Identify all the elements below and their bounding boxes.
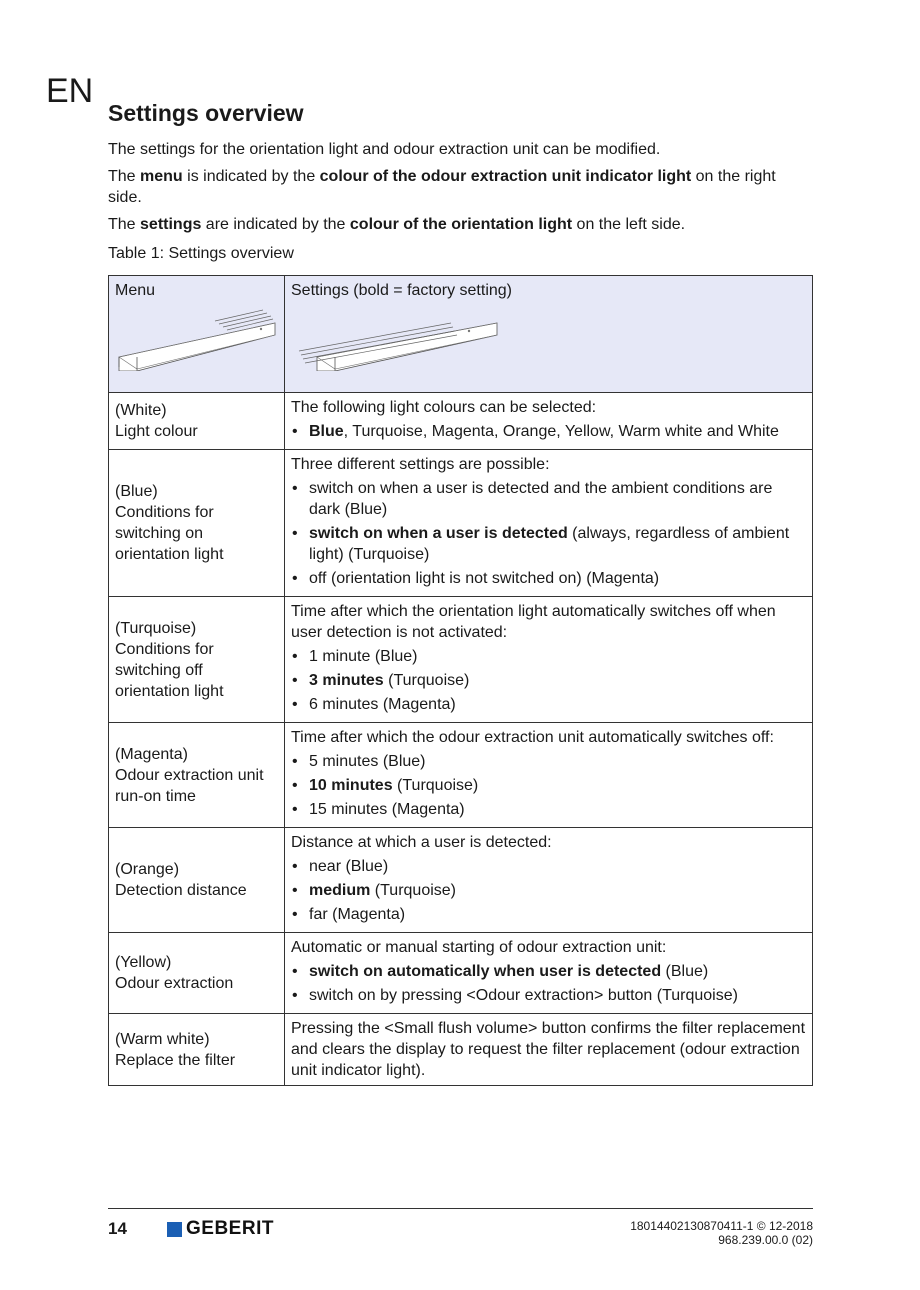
settings-options — [291, 421, 806, 442]
language-code: EN — [46, 72, 94, 110]
menu-color: (Blue) — [115, 483, 158, 500]
option-text: (Turquoise) — [392, 777, 479, 794]
menu-cell — [109, 723, 285, 828]
logo-square-icon — [167, 1222, 182, 1237]
table-row — [109, 723, 813, 828]
footer-divider — [108, 1208, 813, 1209]
settings-option — [291, 985, 806, 1006]
settings-intro: Pressing the <Small flush volume> button confirms the filter replacement and clears the display to request the filter replacement (odour extraction unit indicator light). — [291, 1020, 806, 1079]
menu-color: (Magenta) — [115, 745, 188, 763]
page-number: 14 — [108, 1219, 127, 1238]
menu-name: Odour extraction — [115, 975, 234, 992]
settings-cell — [285, 450, 813, 597]
factory-setting: switch on automatically when user is detected — [309, 963, 662, 980]
document-reference — [630, 1219, 813, 1247]
table-row — [109, 933, 813, 1014]
settings-options — [291, 646, 806, 715]
option-text: (Blue) — [661, 963, 709, 980]
intro-paragraph-1: The settings for the orientation light and odour extraction unit can be modified. — [108, 141, 661, 158]
settings-option — [291, 478, 806, 520]
factory-setting: 10 minutes — [309, 777, 393, 794]
option-text: 5 minutes (Blue) — [309, 753, 426, 770]
menu-color: (Warm white) — [115, 1030, 210, 1048]
section-title: Settings overview — [108, 100, 304, 126]
option-text: 1 minute (Blue) — [309, 648, 418, 665]
settings-cell — [285, 597, 813, 723]
settings-intro: Automatic or manual starting of odour extraction unit: — [291, 939, 667, 956]
settings-intro: The following light colours can be selected: — [291, 399, 597, 416]
intro-paragraph-2: The menu is indicated by the colour of the odour extraction unit indicator light on the right side. — [108, 168, 776, 206]
settings-option — [291, 856, 806, 877]
option-text: off (orientation light is not switched on) (Magenta) — [309, 570, 660, 587]
menu-cell — [109, 933, 285, 1014]
factory-setting: Blue — [309, 423, 344, 440]
factory-setting: switch on when a user is detected — [309, 525, 568, 542]
settings-options — [291, 751, 806, 820]
menu-name: Replace the filter — [115, 1051, 236, 1069]
main-content — [108, 100, 813, 1086]
option-text: (Turquoise) — [383, 672, 470, 689]
menu-color: (Yellow) — [115, 954, 172, 971]
settings-options — [291, 856, 806, 925]
table-caption: Table 1: Settings overview — [108, 245, 294, 262]
header-menu-label: Menu — [115, 282, 156, 299]
settings-intro: Time after which the odour extraction unit automatically switches off: — [291, 729, 774, 746]
settings-intro: Time after which the orientation light automatically switches off when user detection is not activated: — [291, 603, 776, 641]
document-version: 968.239.00.0 (02) — [718, 1233, 813, 1247]
header-menu-cell — [109, 276, 285, 393]
settings-intro: Distance at which a user is detected: — [291, 834, 552, 851]
intro-paragraph-3: The settings are indicated by the colour of the orientation light on the left side. — [108, 216, 686, 233]
settings-option — [291, 646, 806, 667]
table-row — [109, 393, 813, 450]
settings-option — [291, 751, 806, 772]
menu-cell — [109, 597, 285, 723]
table-row — [109, 597, 813, 723]
settings-option — [291, 421, 806, 442]
table-row — [109, 828, 813, 933]
factory-setting: medium — [309, 882, 371, 899]
settings-option — [291, 799, 806, 820]
menu-name: Conditions for switching off orientation light — [115, 640, 224, 700]
menu-cell — [109, 450, 285, 597]
menu-color: (Turquoise) — [115, 619, 197, 637]
settings-option — [291, 880, 806, 901]
table-header-row — [109, 276, 813, 393]
settings-option — [291, 904, 806, 925]
option-text: (always, regardless of ambient light) (Turquoise) — [309, 525, 790, 563]
settings-option — [291, 961, 806, 982]
option-text: , Turquoise, Magenta, Orange, Yellow, Warm white and White — [343, 423, 779, 440]
option-text: 15 minutes (Magenta) — [309, 801, 465, 818]
settings-option — [291, 694, 806, 715]
menu-name: Odour extraction unit run-on time — [115, 766, 264, 805]
settings-cell — [285, 828, 813, 933]
option-text: far (Magenta) — [309, 906, 406, 923]
factory-setting: 3 minutes — [309, 672, 384, 689]
settings-options — [291, 478, 806, 589]
menu-name: Light colour — [115, 423, 198, 440]
geberit-logo — [167, 1218, 274, 1240]
settings-options — [291, 961, 806, 1006]
header-settings-cell — [285, 276, 813, 393]
menu-cell — [109, 393, 285, 450]
logo-text: GEBERIT — [186, 1218, 274, 1239]
settings-cell — [285, 933, 813, 1014]
header-settings-label: Settings (bold = factory setting) — [291, 282, 512, 299]
table-row — [109, 1014, 813, 1086]
settings-cell — [285, 1014, 813, 1086]
option-text: 6 minutes (Magenta) — [309, 696, 456, 713]
menu-color: (White) — [115, 402, 167, 419]
menu-color: (Orange) — [115, 861, 180, 878]
option-text: (Turquoise) — [370, 882, 456, 899]
unit-illustration-left-icon — [291, 301, 501, 371]
settings-cell — [285, 723, 813, 828]
settings-option — [291, 670, 806, 691]
menu-cell — [109, 1014, 285, 1086]
settings-cell — [285, 393, 813, 450]
settings-option — [291, 775, 806, 796]
menu-cell — [109, 828, 285, 933]
option-text: near (Blue) — [309, 858, 389, 875]
settings-intro: Three different settings are possible: — [291, 456, 550, 473]
settings-table — [108, 275, 813, 1086]
menu-name: Conditions for switching on orientation light — [115, 504, 224, 563]
menu-name: Detection distance — [115, 882, 247, 899]
option-text: switch on by pressing <Odour extraction> button (Turquoise) — [309, 987, 738, 1004]
unit-illustration-icon — [115, 301, 277, 371]
table-row — [109, 450, 813, 597]
document-id: 18014402130870411-1 © 12-2018 — [630, 1219, 813, 1233]
option-text: switch on when a user is detected and the ambient conditions are dark (Blue) — [309, 480, 773, 518]
settings-option — [291, 568, 806, 589]
settings-option — [291, 523, 806, 565]
